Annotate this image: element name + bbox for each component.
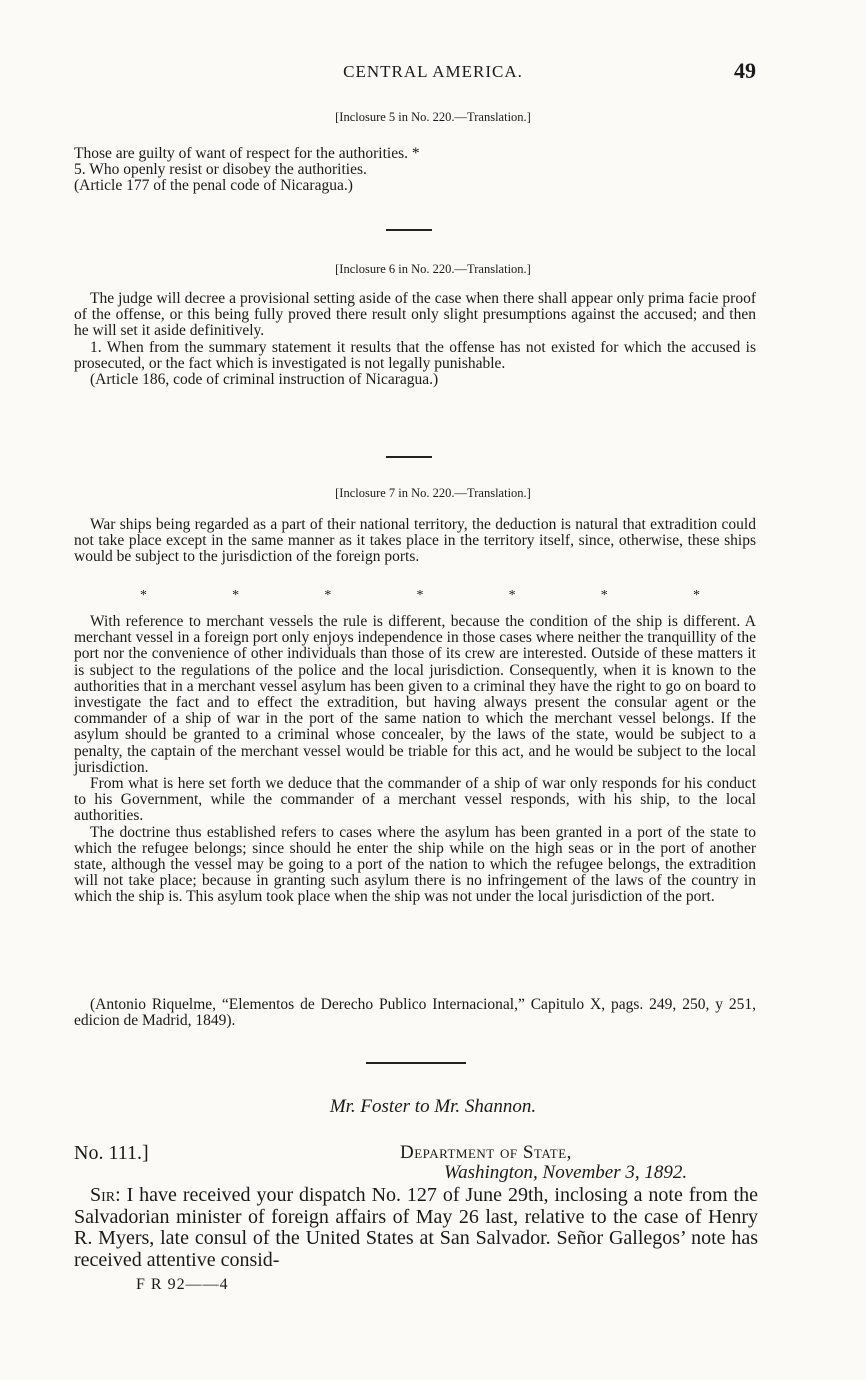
dateline: Washington, November 3, 1892. <box>444 1162 688 1183</box>
inclosure-7-text-a <box>74 517 756 566</box>
inclosure-7-text-b <box>74 614 756 906</box>
section-divider <box>366 1062 466 1064</box>
page-number: 49 <box>734 58 756 83</box>
paragraph: 1. When from the summary statement it results that the offense has not existed for which the accused is prosecuted, or the fact which is investigated is not legally punishable. <box>74 338 756 372</box>
inclosure-7-citation <box>74 997 756 1029</box>
running-head: CENTRAL AMERICA. <box>343 62 523 81</box>
letter-body <box>74 1185 758 1271</box>
page-header <box>0 58 866 90</box>
star: * <box>416 588 424 603</box>
citation: (Antonio Riquelme, “Elementos de Derecho Publico Internacional,” Capitulo X, pags. 249, 250, y 251, edicion de Madrid, 1849). <box>74 996 756 1030</box>
inclosure-5-line: Those are guilty of want of respect for the authorities. * <box>74 145 420 162</box>
paragraph: From what is here set forth we deduce that the commander of a ship of war only responds for his conduct to his Government, while the commander of a merchant vessel responds, with his ship, to the local authorities. <box>74 775 756 825</box>
star: * <box>232 588 240 603</box>
star: * <box>324 588 332 603</box>
letter-title: Mr. Foster to Mr. Shannon. <box>329 1096 537 1117</box>
inclosure-6-caption: [Inclosure 6 in No. 220.—Translation.] <box>335 262 531 276</box>
paragraph: With reference to merchant vessels the rule is different, because the condition of the ship is different. A merchant vessel in a foreign port only enjoys independence in those cases where neither the tranquillity of the port nor the convenience of other individuals than those of its crew are interested. Outside of these matters it is subject to the regulations of the police and the local jurisdiction. Consequently, when it is known to the authorities that in a merchant vessel asylum has been given to a criminal they have the right to go on board to investigate the fact and to effect the extradition, but having always present the consular agent or the commander of a ship of war in the port of the same nation to which the merchant vessel belongs. If the asylum should be granted to a criminal whose concealer, by the laws of the state, would be subject to a penalty, the captain of the merchant vessel would be triable for this act, and he would be subject to the local jurisdiction. <box>74 613 756 776</box>
inclosure-5-text <box>74 146 756 195</box>
paragraph: The judge will decree a provisional setting aside of the case when there shall appear only prima facie proof of the offense, or this being fully proved there result only slight presumptions against the accused; and then he will set it aside definitively. <box>74 290 756 340</box>
inclosure-6-text <box>74 291 756 388</box>
salutation: Sir: <box>90 1184 121 1206</box>
ellipsis-stars <box>140 588 700 604</box>
star: * <box>508 588 516 603</box>
letter-body-text: I have received your dispatch No. 127 of June 29th, inclosing a note from the Salvadorian minister of foreign affairs of May 26 last, relative to the case of Henry R. Myers, late consul of the United States at San Salvador. Señor Gallegos’ note has received attentive consid- <box>74 1184 758 1271</box>
star: * <box>692 588 700 603</box>
section-divider <box>386 456 432 458</box>
signature-mark: F R 92——4 <box>136 1276 229 1293</box>
star: * <box>600 588 608 603</box>
paragraph: War ships being regarded as a part of their national territory, the deduction is natural that extradition could not take place except in the same manner as it takes place in the territory itself, since, otherwise, these ships would be subject to the jurisdiction of the foreign ports. <box>74 516 756 566</box>
inclosure-5-line: (Article 177 of the penal code of Nicaragua.) <box>74 177 353 195</box>
dispatch-number: No. 111.] <box>74 1142 149 1164</box>
star: * <box>140 588 147 603</box>
inclosure-5-caption: [Inclosure 5 in No. 220.—Translation.] <box>335 110 531 124</box>
citation: (Article 186, code of criminal instruction of Nicaragua.) <box>90 371 439 389</box>
paragraph: The doctrine thus established refers to cases where the asylum has been granted in a port of the state to which the refugee belongs; since should he enter the ship while on the high seas or in the port of another state, although the vessel may be going to a port of the nation to which the refugee belongs, the extradition will not take place; because in granting such asylum there is no infringement of the laws of the country in which the ship is. This asylum took place when the ship was not under the local jurisdiction of the port. <box>74 823 756 906</box>
section-divider <box>386 229 432 231</box>
department-heading: Department of State, <box>400 1142 572 1163</box>
inclosure-5-line: 5. Who openly resist or disobey the authorities. <box>74 161 367 179</box>
inclosure-7-caption: [Inclosure 7 in No. 220.—Translation.] <box>335 486 531 500</box>
